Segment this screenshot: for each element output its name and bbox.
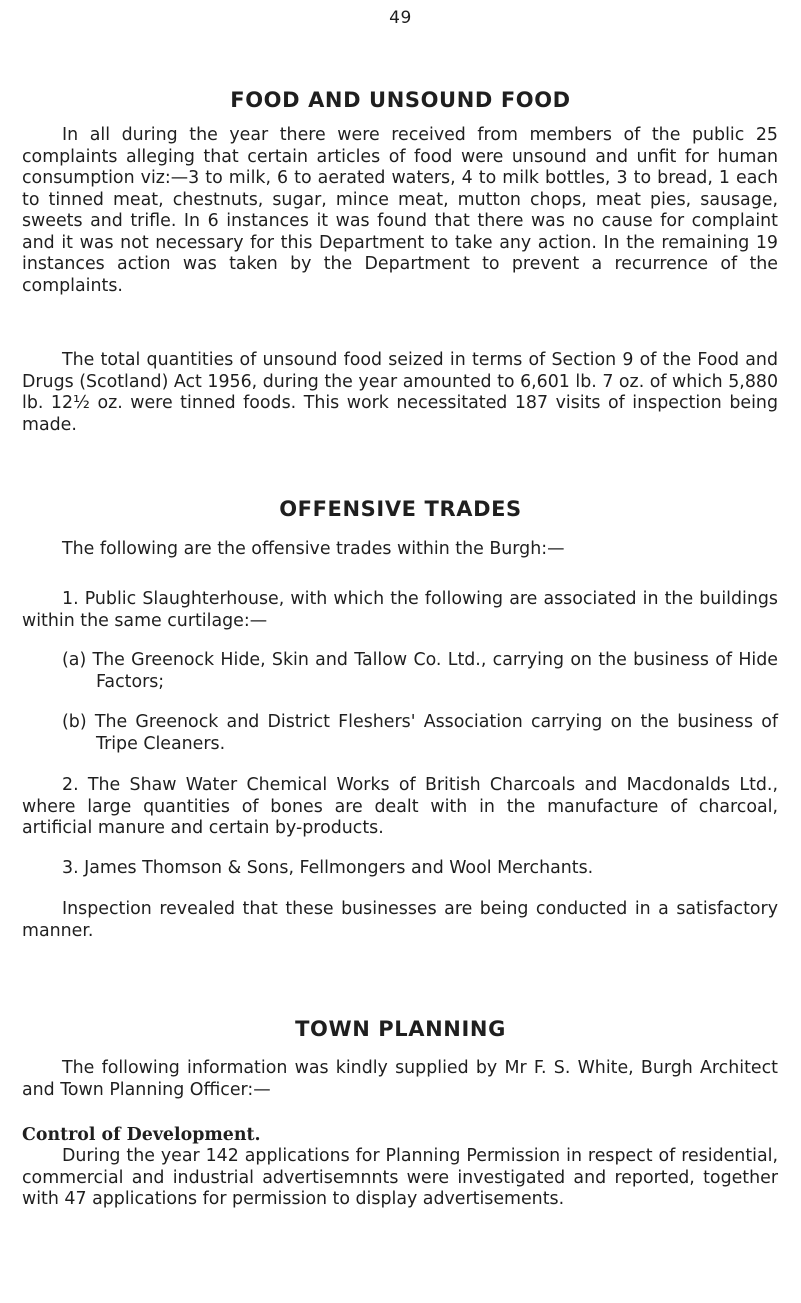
offensive-trade-item-1: 1. Public Slaughterhouse, with which the following are associated in the buildings within the same curtilage:— <box>22 589 778 631</box>
control-of-development-subheading: Control of Development. <box>22 1125 261 1145</box>
food-seizure-paragraph: The total quantities of unsound food seized in terms of Section 9 of the Food and Drugs (Scotland) Act 1956, during the year amounted to 6,601 lb. 7 oz. of which 5,880 lb. 12½ oz. were tinned foods. This work necessitated 187 visits of inspection being made. <box>22 350 779 435</box>
offensive-trade-item-1b: (b) The Greenock and District Fleshers' Association carrying on the business of Tripe Cleaners. <box>62 712 778 754</box>
offensive-trade-item-3: 3. James Thomson & Sons, Fellmongers and Wool Merchants. <box>62 858 594 878</box>
offensive-trades-intro: The following are the offensive trades within the Burgh:— <box>62 539 565 559</box>
offensive-trade-item-1a: (a) The Greenock Hide, Skin and Tallow Co. Ltd., carrying on the business of Hide Factors; <box>62 650 778 692</box>
offensive-trades-heading: OFFENSIVE TRADES <box>279 497 522 521</box>
control-of-development-paragraph: During the year 142 applications for Planning Permission in respect of residential, commercial and industrial advertisemnnts were investigated and reported, together with 47 applications for permission to display advertisements. <box>22 1146 778 1209</box>
town-planning-intro: The following information was kindly supplied by Mr F. S. White, Burgh Architect and Town Planning Officer:— <box>22 1058 778 1100</box>
food-heading: FOOD AND UNSOUND FOOD <box>230 88 571 112</box>
food-complaints-paragraph: In all during the year there were received from members of the public 25 complaints alleging that certain articles of food were unsound and unfit for human consumption viz:—3 to milk, 6 to aerated waters, 4 to milk bottles, 3 to bread, 1 each to tinned meat, chestnuts, sugar, mince meat, mutton chops, meat pies, sausage, sweets and trifle. In 6 instances it was found that there was no cause for complaint and it was not necessary for this Department to take any action. In the remaining 19 instances action was taken by the Department to prevent a recurrence of the complaints. <box>22 125 778 296</box>
town-planning-heading: TOWN PLANNING <box>295 1017 506 1041</box>
page-number: 49 <box>389 8 412 28</box>
offensive-trade-item-2: 2. The Shaw Water Chemical Works of British Charcoals and Macdonalds Ltd., where large quantities of bones are dealt with in the manufacture of charcoal, artificial manure and certain by-products. <box>22 775 778 838</box>
offensive-trades-conclusion: Inspection revealed that these businesses are being conducted in a satisfactory manner. <box>22 899 778 941</box>
